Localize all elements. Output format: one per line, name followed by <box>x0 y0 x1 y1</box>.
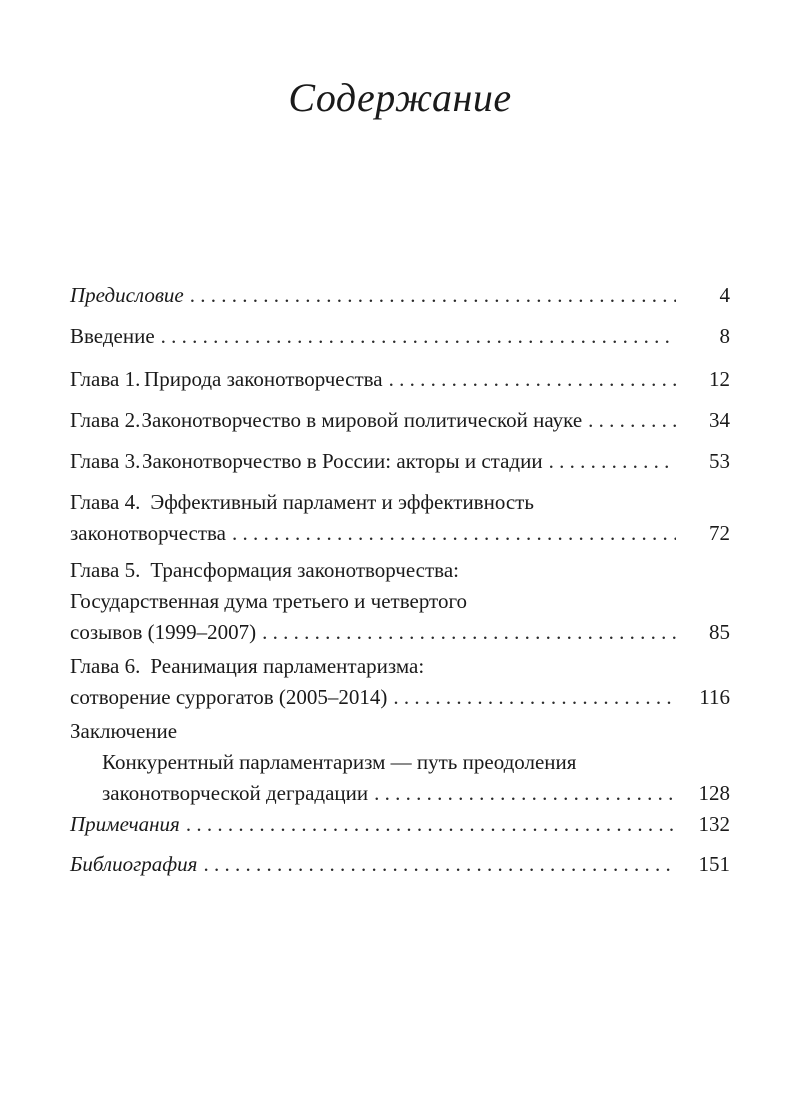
toc-entry-label: Введение <box>70 324 155 348</box>
leader-dots <box>186 809 676 840</box>
toc-entry-label: Предисловие <box>70 283 184 307</box>
toc-entry-bibliography[interactable] <box>70 849 730 880</box>
toc-entry-label-line-1: Эффективный парламент и эффективность <box>150 490 534 514</box>
chapter-number: Глава 4. <box>70 490 141 514</box>
leader-dots <box>232 518 676 549</box>
toc-entry-label: Примечания <box>70 812 180 836</box>
leader-dots <box>374 778 676 809</box>
toc-entry-chapter-4[interactable] <box>70 487 730 549</box>
page-number: 116 <box>699 685 730 709</box>
toc-entry-label-line-3: созывов (1999–2007) <box>70 620 257 644</box>
page-number: 8 <box>719 324 730 348</box>
chapter-number: Глава 1. <box>70 367 141 391</box>
page-number: 12 <box>709 367 730 391</box>
toc-entry-label-line-2: сотворение суррогатов (2005–2014) <box>70 685 388 709</box>
chapter-number: Глава 5. <box>70 558 141 582</box>
chapter-number: Глава 2. <box>70 408 141 432</box>
toc-entry-label: Библиография <box>70 852 198 876</box>
toc-entry-chapter-1[interactable] <box>70 364 730 395</box>
page-number: 53 <box>709 449 730 473</box>
page-number: 72 <box>709 521 730 545</box>
toc-entry-chapter-5[interactable] <box>70 555 730 648</box>
toc-entry-label-line-2: Государственная дума третьего и четвертого <box>70 589 468 613</box>
page-number: 128 <box>698 781 730 805</box>
leader-dots <box>389 364 676 395</box>
toc-entry-label: Законотворчество в России: акторы и стадии <box>141 449 543 473</box>
leader-dots <box>203 849 676 880</box>
toc-entry-sublabel-line-1: Конкурентный парламентаризм — путь преодоления <box>102 750 577 774</box>
toc-entry-introduction[interactable] <box>70 321 730 352</box>
page-number: 34 <box>709 408 730 432</box>
toc-entry-chapter-3[interactable] <box>70 446 730 477</box>
toc-entry-sublabel-line-2: законотворческой деградации <box>102 781 369 805</box>
chapter-number: Глава 6. <box>70 654 141 678</box>
page-number: 151 <box>698 852 730 876</box>
page-number: 132 <box>698 812 730 836</box>
toc-entry-label: Законотворчество в мировой политической науке <box>141 408 583 432</box>
leader-dots <box>262 617 676 648</box>
toc-entry-label: Природа законотворчества <box>144 367 383 391</box>
toc-entry-chapter-6[interactable] <box>70 651 730 713</box>
chapter-number: Глава 3. <box>70 449 141 473</box>
toc-entry-preface[interactable] <box>70 280 730 311</box>
leader-dots <box>549 446 676 477</box>
toc-entry-conclusion[interactable] <box>70 716 730 809</box>
page-title: Содержание <box>288 75 512 120</box>
toc-entry-label: Заключение <box>70 719 178 743</box>
page-number: 85 <box>709 620 730 644</box>
toc-entry-chapter-2[interactable] <box>70 405 730 436</box>
toc-entry-label-line-1: Реанимация парламентаризма: <box>150 654 425 678</box>
toc-entry-label-line-2: законотворчества <box>70 521 227 545</box>
leader-dots <box>588 405 676 436</box>
toc-entry-notes[interactable] <box>70 809 730 840</box>
page-number: 4 <box>719 283 730 307</box>
toc-entry-label-line-1: Трансформация законотворчества: <box>150 558 459 582</box>
leader-dots <box>393 682 676 713</box>
leader-dots <box>161 321 676 352</box>
leader-dots <box>190 280 676 311</box>
